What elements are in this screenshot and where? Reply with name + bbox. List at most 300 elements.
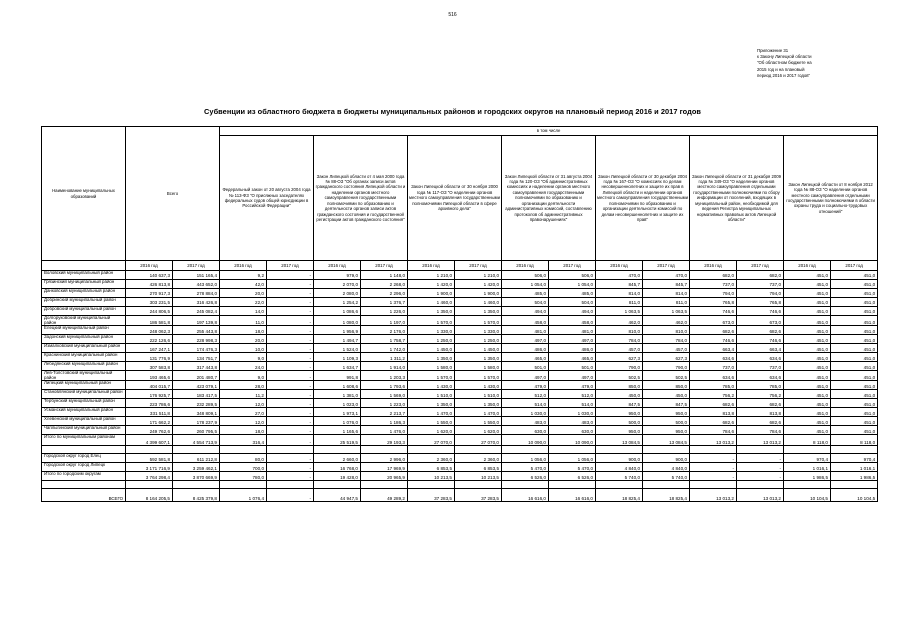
value-cell: 24,0 — [220, 362, 267, 371]
table-row — [42, 326, 878, 335]
value-cell: 10 104,5 — [784, 489, 831, 502]
value-cell: 1 570,0 — [455, 316, 502, 326]
value-cell: 22,0 — [220, 298, 267, 307]
value-cell: 1 063,5 — [643, 307, 690, 316]
value-cell: 193 465,6 — [126, 371, 173, 381]
value-cell: 16 616,0 — [549, 489, 596, 502]
value-cell: 850,0 — [596, 381, 643, 390]
value-cell: 814,0 — [596, 289, 643, 298]
value-cell: 1 165,6 — [314, 426, 361, 435]
value-cell: 248 062,3 — [126, 326, 173, 335]
value-cell: 746,6 — [690, 335, 737, 344]
value-cell: 465,0 — [502, 353, 549, 362]
subventions-table — [41, 126, 878, 502]
value-cell: 8 164 205,5 — [126, 489, 173, 502]
value-cell: 1 350,0 — [408, 307, 455, 316]
value-cell: 451,0 — [831, 353, 878, 362]
value-cell: 9,0 — [220, 371, 267, 381]
value-cell: 810,0 — [643, 326, 690, 335]
value-cell: 12,0 — [220, 399, 267, 408]
value-cell: 756,2 — [737, 390, 784, 399]
empty-cell — [596, 481, 643, 489]
value-cell: 451,0 — [784, 280, 831, 289]
value-cell: - — [267, 435, 314, 446]
table-row — [42, 271, 878, 280]
value-cell: 1 634,7 — [314, 362, 361, 371]
value-cell: 134 751,7 — [173, 353, 220, 362]
empty-cell — [220, 446, 267, 454]
value-cell: 2 360,0 — [408, 454, 455, 463]
value-cell: 451,0 — [784, 344, 831, 353]
empty-cell — [408, 446, 455, 454]
empty-cell — [173, 446, 220, 454]
appendix-line: к Закону Липецкой области — [757, 54, 812, 60]
value-cell: 1 197,0 — [361, 316, 408, 326]
value-cell: 451,0 — [784, 381, 831, 390]
value-cell: 682,6 — [690, 399, 737, 408]
value-cell: 9,2 — [220, 271, 267, 280]
value-cell: 10 090,0 — [549, 435, 596, 446]
empty-cell — [267, 446, 314, 454]
municipality-name: Долгоруковский муниципальный район — [42, 316, 126, 326]
value-cell: 847,5 — [643, 399, 690, 408]
value-cell: - — [267, 454, 314, 463]
empty-cell — [455, 446, 502, 454]
value-cell: 627,3 — [596, 353, 643, 362]
value-cell: 486,0 — [502, 344, 549, 353]
value-cell: 255 443,8 — [173, 326, 220, 335]
empty-cell — [737, 481, 784, 489]
value-cell: 457,0 — [596, 344, 643, 353]
value-cell: 737,0 — [690, 362, 737, 371]
value-cell: 458,0 — [549, 316, 596, 326]
value-cell: 249 762,6 — [126, 426, 173, 435]
total-column-header: Всего — [126, 127, 220, 261]
value-cell: 483,0 — [502, 417, 549, 426]
value-cell: 451,0 — [784, 371, 831, 381]
value-cell: 260 795,5 — [173, 426, 220, 435]
value-cell: 451,0 — [784, 289, 831, 298]
name-column-header: Наименование муниципальных образований — [42, 127, 126, 261]
value-cell: - — [267, 417, 314, 426]
value-cell: 1 210,0 — [455, 271, 502, 280]
value-cell: 1 076,4 — [220, 489, 267, 502]
year-header: 2017 год — [549, 261, 596, 271]
law-header: Закон Липецкой области от 31 декабря 2009 года № 349-ОЗ "О наделении органов местного самоуправления отдельными государственными полномочиями по сбору информации от поселений, входящих в муниципальный район, необходимой для ведения Регистра муниципальных нормативных правовых актов Липецкой области" — [690, 136, 784, 261]
value-cell: 512,0 — [549, 390, 596, 399]
value-cell: 497,0 — [549, 335, 596, 344]
value-cell: 1 900,0 — [455, 289, 502, 298]
value-cell: 8 425 379,8 — [173, 489, 220, 502]
value-cell: 228 998,3 — [173, 335, 220, 344]
value-cell: 1 311,2 — [361, 353, 408, 362]
value-cell: 9,0 — [220, 353, 267, 362]
value-cell: 178 237,9 — [173, 417, 220, 426]
value-cell: 2 080,0 — [314, 289, 361, 298]
value-cell: 451,0 — [831, 371, 878, 381]
value-cell: 673,0 — [690, 316, 737, 326]
year-header: 2017 год — [173, 261, 220, 271]
table-row — [42, 463, 878, 472]
value-cell: 462,0 — [643, 316, 690, 326]
value-cell: 950,0 — [643, 408, 690, 417]
value-cell: 17 969,9 — [361, 463, 408, 472]
value-cell: 1 420,0 — [455, 280, 502, 289]
table-row — [42, 435, 878, 446]
value-cell: 634,6 — [737, 353, 784, 362]
value-cell: 1 056,0 — [502, 454, 549, 463]
value-cell: 1 550,0 — [408, 417, 455, 426]
law-header: Закон Липецкой области от 4 мая 2000 года № 88-ОЗ "Об органах записи актов гражданского состояния Липецкой области и наделении органов местного самоуправления государственными полномочиями по образованию и деятельности органов записи актов гражданского состояния и государственной регистрации актов гражданского состояния" — [314, 136, 408, 261]
value-cell: 780,0 — [220, 472, 267, 481]
value-cell: 1 381,0 — [314, 390, 361, 399]
municipality-name: Лебедянский муниципальный район — [42, 362, 126, 371]
value-cell: 18 825,4 — [596, 489, 643, 502]
value-cell: 1 580,0 — [455, 362, 502, 371]
empty-cell — [737, 446, 784, 454]
value-cell: 737,0 — [737, 280, 784, 289]
value-cell: 1 054,0 — [502, 280, 549, 289]
empty-cell — [361, 481, 408, 489]
value-cell: 20 965,9 — [361, 472, 408, 481]
table-row — [42, 381, 878, 390]
value-cell: 845,7 — [643, 280, 690, 289]
value-cell: 451,0 — [784, 362, 831, 371]
value-cell: 174 476,3 — [173, 344, 220, 353]
value-cell: 979,0 — [314, 271, 361, 280]
law-header: Закон Липецкой области от 8 ноября 2012 года № 88-ОЗ "О наделении органов местного самоуправления отдельными государственными полномочиями в области охраны труда и социально-трудовых отношений" — [784, 136, 878, 261]
value-cell: 682,6 — [737, 326, 784, 335]
value-cell: - — [267, 408, 314, 417]
empty-cell — [361, 446, 408, 454]
value-cell: 426 813,8 — [126, 280, 173, 289]
value-cell: 167 247,1 — [126, 344, 173, 353]
value-cell: 1 608,6 — [314, 381, 361, 390]
year-header: 2017 год — [831, 261, 878, 271]
value-cell: 470,0 — [596, 271, 643, 280]
value-cell: 501,0 — [549, 362, 596, 371]
value-cell: 4 399 607,1 — [126, 435, 173, 446]
value-cell: 451,0 — [831, 271, 878, 280]
value-cell: 784,0 — [643, 335, 690, 344]
empty-cell — [42, 481, 126, 489]
value-cell: 1 030,0 — [549, 408, 596, 417]
value-cell: 737,0 — [690, 280, 737, 289]
table-row — [42, 371, 878, 381]
spacer-row — [42, 446, 878, 454]
value-cell: 1 460,0 — [455, 298, 502, 307]
value-cell: 6 853,5 — [455, 463, 502, 472]
value-cell: 765,8 — [737, 298, 784, 307]
municipality-name: Тербунский муниципальный район — [42, 399, 126, 408]
value-cell: 813,8 — [737, 408, 784, 417]
municipality-name: Лев-Толстовский муниципальный район — [42, 371, 126, 381]
municipality-name: Чаплыгинский муниципальный район — [42, 426, 126, 435]
value-cell: - — [267, 326, 314, 335]
value-cell: 451,0 — [784, 271, 831, 280]
value-cell: 10 213,5 — [408, 472, 455, 481]
value-cell: - — [737, 472, 784, 481]
value-cell: 481,0 — [502, 326, 549, 335]
table-row — [42, 280, 878, 289]
value-cell: 1 186,3 — [361, 417, 408, 426]
value-cell: 223 786,6 — [126, 399, 173, 408]
value-cell: 470,0 — [643, 271, 690, 280]
value-cell: 592 581,8 — [126, 454, 173, 463]
value-cell: 1 973,1 — [314, 408, 361, 417]
value-cell: 1 350,0 — [408, 353, 455, 362]
value-cell: 1 620,0 — [408, 426, 455, 435]
value-cell: 850,0 — [643, 381, 690, 390]
value-cell: 222 126,6 — [126, 335, 173, 344]
value-cell: 27 070,0 — [455, 435, 502, 446]
value-cell: - — [267, 344, 314, 353]
value-cell: 900,0 — [596, 454, 643, 463]
value-cell: 1 223,0 — [361, 399, 408, 408]
year-header-row — [42, 261, 878, 271]
value-cell: 6 853,5 — [408, 463, 455, 472]
value-cell: 700,0 — [220, 463, 267, 472]
appendix-line: период 2016 и 2017 годов" — [757, 72, 811, 78]
value-cell: 201 480,7 — [173, 371, 220, 381]
value-cell: 497,0 — [549, 371, 596, 381]
municipality-name: Краснинский муниципальный район — [42, 353, 126, 362]
table-row — [42, 307, 878, 316]
value-cell: - — [737, 463, 784, 472]
empty-cell — [126, 446, 173, 454]
value-cell: 1 376,7 — [361, 298, 408, 307]
value-cell: 307 583,8 — [126, 362, 173, 371]
value-cell: 1 350,0 — [408, 399, 455, 408]
year-header: 2016 год — [784, 261, 831, 271]
value-cell: - — [267, 280, 314, 289]
appendix-line: 2015 год и на плановый — [757, 66, 805, 72]
value-cell: 451,0 — [831, 298, 878, 307]
value-cell: 813,8 — [690, 408, 737, 417]
empty-cell — [42, 261, 126, 271]
value-cell: 6 526,0 — [502, 472, 549, 481]
value-cell: 1 956,9 — [314, 326, 361, 335]
value-cell: 27,0 — [220, 408, 267, 417]
value-cell: 663,4 — [690, 344, 737, 353]
empty-cell — [408, 481, 455, 489]
year-header: 2016 год — [220, 261, 267, 271]
value-cell: 1 758,7 — [361, 335, 408, 344]
value-cell: 3 870 669,9 — [173, 472, 220, 481]
value-cell: 316,4 — [220, 435, 267, 446]
value-cell: 4 554 713,9 — [173, 435, 220, 446]
table-row — [42, 298, 878, 307]
empty-cell — [314, 481, 361, 489]
value-cell: 634,6 — [690, 353, 737, 362]
value-cell: 458,0 — [502, 316, 549, 326]
value-cell: 451,0 — [784, 298, 831, 307]
value-cell: - — [267, 472, 314, 481]
value-cell: 756,2 — [690, 390, 737, 399]
municipality-name: Измалковский муниципальный район — [42, 344, 126, 353]
empty-cell — [596, 446, 643, 454]
value-cell: 1 986,5 — [831, 472, 878, 481]
value-cell: 1 210,0 — [408, 271, 455, 280]
value-cell: 1 420,0 — [408, 280, 455, 289]
value-cell: 950,0 — [643, 426, 690, 435]
empty-cell — [314, 446, 361, 454]
value-cell: 28,0 — [220, 381, 267, 390]
value-cell: 2 360,0 — [455, 454, 502, 463]
value-cell: 1 054,0 — [549, 280, 596, 289]
municipality-name: Хлевенский муниципальный район — [42, 417, 126, 426]
value-cell: 1 250,0 — [455, 335, 502, 344]
value-cell: 244 806,5 — [126, 307, 173, 316]
empty-cell — [220, 481, 267, 489]
value-cell: 12,0 — [220, 417, 267, 426]
value-cell: 794,0 — [737, 289, 784, 298]
value-cell: 451,0 — [831, 280, 878, 289]
value-cell: 451,0 — [831, 381, 878, 390]
value-cell: 784,0 — [596, 335, 643, 344]
value-cell: 1 510,0 — [408, 390, 455, 399]
value-cell: 25 519,5 — [314, 435, 361, 446]
value-cell: 1 470,0 — [455, 408, 502, 417]
value-cell: 1 254,2 — [314, 298, 361, 307]
value-cell: 4 840,0 — [643, 463, 690, 472]
empty-cell — [42, 446, 126, 454]
value-cell: 1 524,0 — [314, 344, 361, 353]
value-cell: 483,0 — [549, 417, 596, 426]
value-cell: 451,0 — [831, 316, 878, 326]
value-cell: 37 283,5 — [455, 489, 502, 502]
value-cell: 1 330,0 — [455, 326, 502, 335]
value-cell: 682,6 — [690, 326, 737, 335]
value-cell: 970,4 — [784, 454, 831, 463]
empty-cell — [173, 481, 220, 489]
year-header: 2016 год — [690, 261, 737, 271]
value-cell: 451,0 — [784, 307, 831, 316]
municipality-name: Городской округ город Елец — [42, 454, 126, 463]
value-cell: 1 076,0 — [314, 417, 361, 426]
value-cell: 514,0 — [502, 399, 549, 408]
value-cell: 16 616,0 — [502, 489, 549, 502]
empty-cell — [126, 481, 173, 489]
value-cell: 451,0 — [831, 362, 878, 371]
value-cell: 462,0 — [596, 316, 643, 326]
value-cell: 457,0 — [643, 344, 690, 353]
value-cell: 13 013,2 — [690, 489, 737, 502]
value-cell: 1 914,0 — [361, 362, 408, 371]
value-cell: 10,0 — [220, 344, 267, 353]
table-row — [42, 289, 878, 298]
municipality-name: Елецкий муниципальный район — [42, 326, 126, 335]
value-cell: 348 809,1 — [173, 408, 220, 417]
value-cell: 270 917,3 — [126, 289, 173, 298]
value-cell: 502,5 — [596, 371, 643, 381]
value-cell: 497,0 — [502, 371, 549, 381]
value-cell: - — [267, 335, 314, 344]
law-header: Закон Липецкой области от 30 ноября 2000 года № 117-ОЗ "О наделении органов местного самоуправления государственными полномочиями Липецкой области в сфере архивного дела" — [408, 136, 502, 261]
value-cell: - — [267, 298, 314, 307]
value-cell: 404 015,7 — [126, 381, 173, 390]
value-cell: 1 430,0 — [455, 381, 502, 390]
value-cell: 10 090,0 — [502, 435, 549, 446]
empty-cell — [502, 446, 549, 454]
value-cell: 1 742,0 — [361, 344, 408, 353]
value-cell: 630,0 — [549, 426, 596, 435]
value-cell: 497,0 — [502, 335, 549, 344]
municipality-name: Усманский муниципальный район — [42, 408, 126, 417]
value-cell: 794,0 — [690, 289, 737, 298]
value-cell: 450,0 — [643, 390, 690, 399]
value-cell: 8 118,0 — [831, 435, 878, 446]
value-cell: 746,6 — [737, 307, 784, 316]
value-cell: 682,6 — [737, 417, 784, 426]
municipality-name: Добровский муниципальный район — [42, 307, 126, 316]
value-cell: 845,7 — [596, 280, 643, 289]
value-cell: - — [267, 271, 314, 280]
value-cell: 186 581,8 — [126, 316, 173, 326]
value-cell: 5 740,0 — [596, 472, 643, 481]
value-cell: 49 289,2 — [361, 489, 408, 502]
empty-cell — [784, 446, 831, 454]
value-cell: 1 570,0 — [455, 371, 502, 381]
value-cell: - — [267, 289, 314, 298]
value-cell: 1 550,0 — [455, 417, 502, 426]
value-cell: 5 470,0 — [549, 463, 596, 472]
value-cell: 13 084,5 — [643, 435, 690, 446]
value-cell: 451,0 — [831, 307, 878, 316]
empty-cell — [502, 481, 549, 489]
year-header: 2017 год — [361, 261, 408, 271]
appendix-line: Приложение 31 — [757, 48, 789, 53]
value-cell: 663,4 — [737, 344, 784, 353]
table-row — [42, 390, 878, 399]
value-cell: 1 580,0 — [408, 362, 455, 371]
municipality-name: Воловский муниципальный район — [42, 271, 126, 280]
value-cell: 1 063,5 — [596, 307, 643, 316]
value-cell: - — [267, 362, 314, 371]
value-cell: 1 203,3 — [361, 371, 408, 381]
appendix-line: "Об областном бюджете на — [757, 60, 812, 66]
value-cell: 900,0 — [643, 454, 690, 463]
value-cell: 737,0 — [737, 362, 784, 371]
value-cell: 1 350,0 — [455, 399, 502, 408]
value-cell: 37 283,5 — [408, 489, 455, 502]
value-cell: 451,0 — [784, 426, 831, 435]
value-cell: 950,0 — [596, 408, 643, 417]
value-cell: 634,6 — [737, 371, 784, 381]
value-cell: 4 840,0 — [596, 463, 643, 472]
value-cell: - — [267, 353, 314, 362]
value-cell: 6 526,0 — [549, 472, 596, 481]
value-cell: 451,0 — [831, 417, 878, 426]
law-header: Закон Липецкой области от 30 декабря 2004 года № 167-ОЗ "О комиссиях по делам несовершеннолетних и защите их прав в Липецкой области и наделении органов местного самоуправления государственными полномочиями по образованию и организации деятельности комиссий по делам несовершеннолетних и защите их прав" — [596, 136, 690, 261]
value-cell: 481,0 — [549, 326, 596, 335]
table-row — [42, 344, 878, 353]
value-cell: 451,0 — [784, 417, 831, 426]
value-cell: 673,0 — [737, 316, 784, 326]
value-cell: 1 450,0 — [408, 344, 455, 353]
value-cell: 811,0 — [643, 298, 690, 307]
value-cell: 479,0 — [549, 381, 596, 390]
value-cell: - — [267, 307, 314, 316]
value-cell: 3 259 462,1 — [173, 463, 220, 472]
value-cell: 18,0 — [220, 326, 267, 335]
value-cell: 465,0 — [549, 353, 596, 362]
value-cell: 784,6 — [690, 426, 737, 435]
value-cell: 171 662,2 — [126, 417, 173, 426]
year-header: 2017 год — [267, 261, 314, 271]
value-cell: - — [690, 454, 737, 463]
value-cell: 611 212,8 — [173, 454, 220, 463]
